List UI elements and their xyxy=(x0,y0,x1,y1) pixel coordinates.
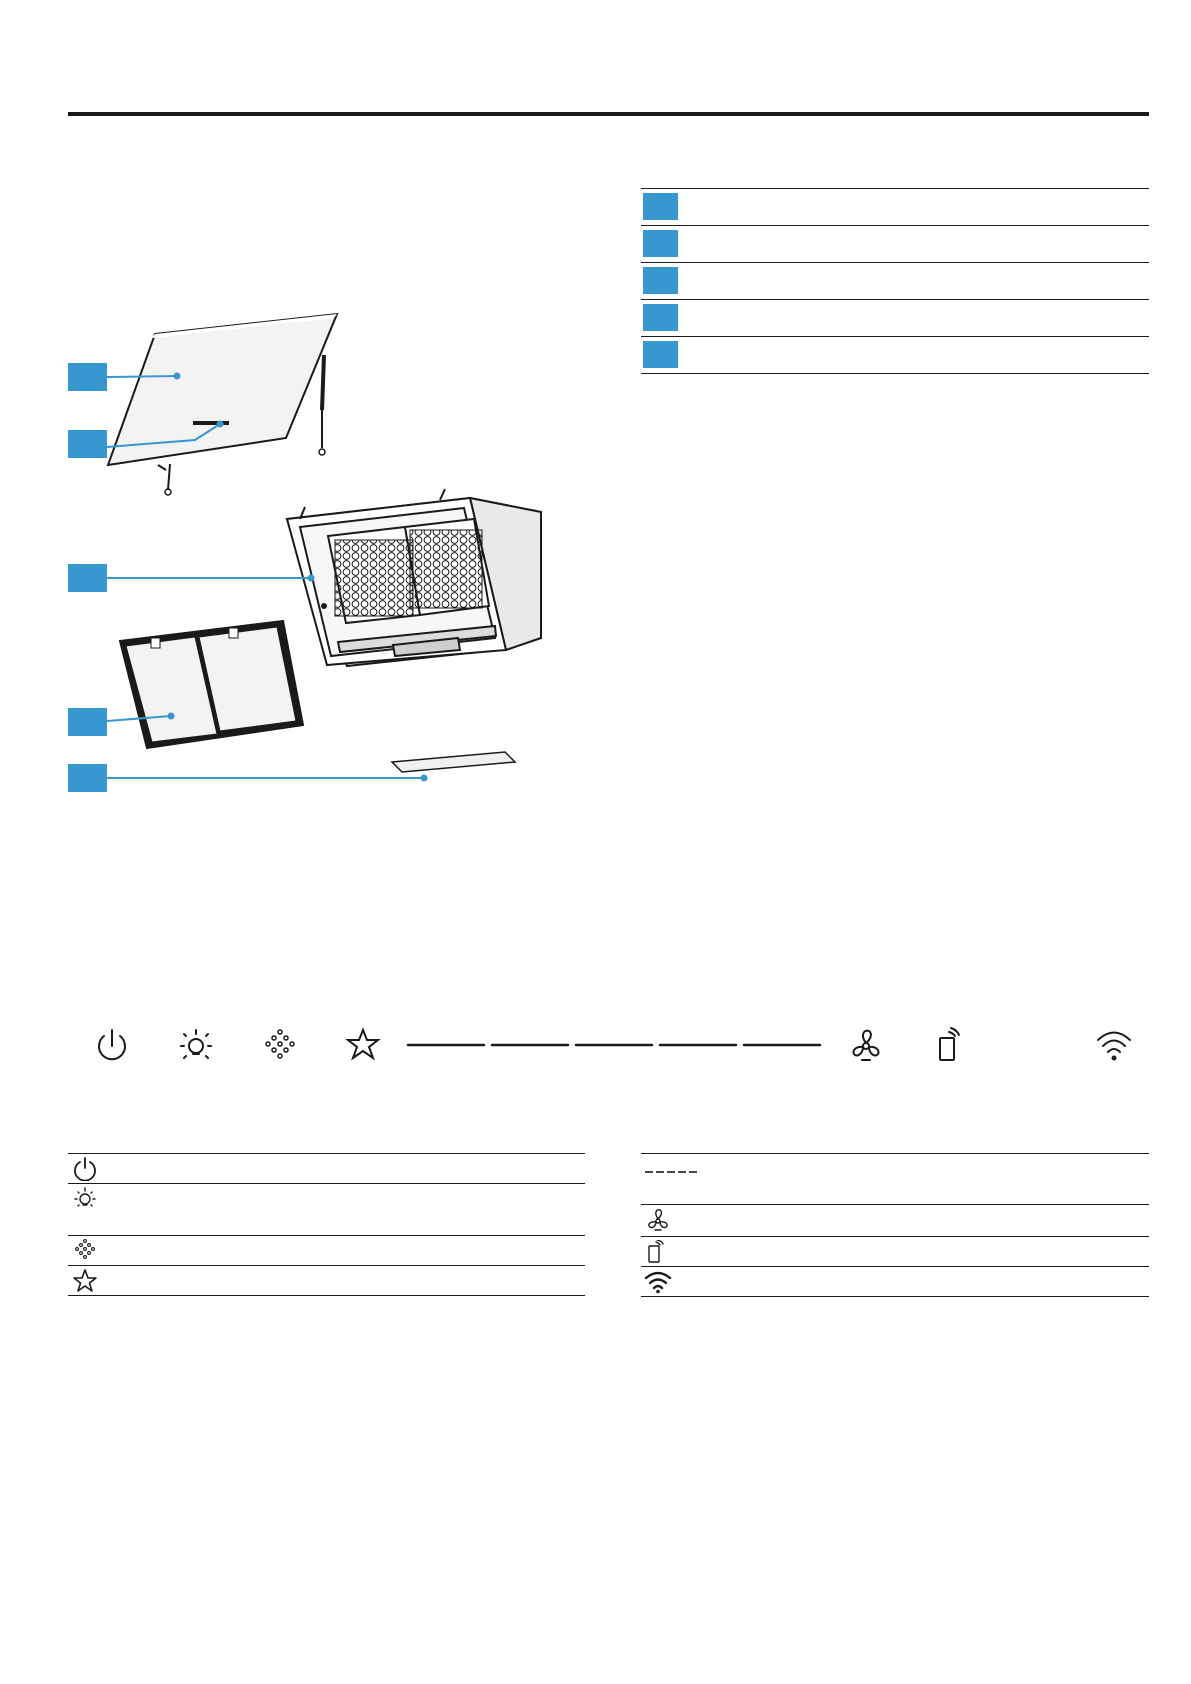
fan-icon[interactable] xyxy=(853,1031,878,1060)
callout-badge xyxy=(643,230,678,257)
parts-legend-row xyxy=(641,262,1149,299)
remote-start-icon xyxy=(644,1240,672,1264)
callout-badge-4 xyxy=(68,708,107,736)
callout-badge xyxy=(643,304,678,331)
remote-start-icon[interactable] xyxy=(940,1028,959,1060)
top-rule xyxy=(68,112,1149,116)
table-row xyxy=(68,1183,585,1235)
callout-badge-3 xyxy=(68,564,107,592)
table-row xyxy=(641,1236,1149,1266)
wifi-icon[interactable] xyxy=(1098,1033,1130,1060)
table-row xyxy=(641,1266,1149,1297)
power-icon[interactable] xyxy=(99,1030,125,1059)
instruction-sheet-drawing xyxy=(392,752,515,772)
table-row xyxy=(68,1235,585,1265)
table-row xyxy=(68,1153,585,1183)
carbon-filter-pattern xyxy=(335,530,482,616)
callout-badge xyxy=(643,341,678,368)
ambient-light-icon[interactable] xyxy=(266,1030,294,1058)
hood-exploded-illustration xyxy=(60,300,560,800)
grease-filter-drawing xyxy=(120,621,303,748)
parts-legend-row xyxy=(641,299,1149,336)
callout-badge xyxy=(643,193,678,220)
power-icon xyxy=(71,1157,99,1181)
light-icon[interactable] xyxy=(181,1030,211,1058)
callout-badge xyxy=(643,267,678,294)
callout-badge-1 xyxy=(68,363,107,391)
symbol-table-right xyxy=(641,1153,1149,1297)
fan-level-segments xyxy=(644,1162,704,1186)
panel-control-strip xyxy=(193,421,229,425)
callout-badge-5 xyxy=(68,764,107,792)
favourite-icon xyxy=(71,1269,99,1293)
favourite-icon[interactable] xyxy=(348,1030,378,1058)
table-row xyxy=(641,1153,1149,1204)
parts-legend-row xyxy=(641,225,1149,262)
table-row xyxy=(68,1265,585,1296)
table-row xyxy=(641,1204,1149,1236)
ambient-light-icon xyxy=(71,1239,99,1263)
wifi-icon xyxy=(644,1270,672,1294)
callout-badge-2 xyxy=(68,430,107,458)
symbol-table-left xyxy=(68,1153,585,1296)
parts-legend-row xyxy=(641,188,1149,225)
parts-legend-row xyxy=(641,336,1149,374)
light-icon xyxy=(71,1187,99,1211)
glass-panel-drawing xyxy=(108,314,337,465)
parts-legend-table xyxy=(641,188,1149,374)
fan-icon xyxy=(644,1208,672,1232)
control-panel-strip xyxy=(68,1015,1149,1075)
